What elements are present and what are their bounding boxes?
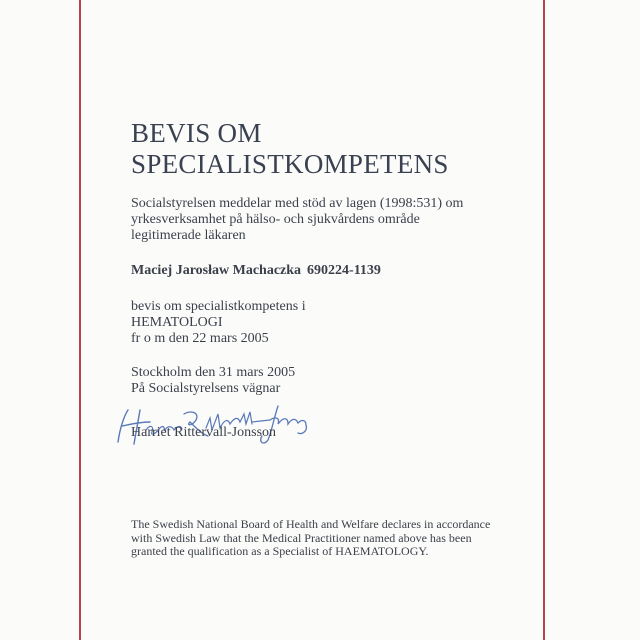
intro-line: Socialstyrelsen meddelar med stöd av lagen (1998:531) om — [131, 196, 464, 211]
intro-line: yrkesverksamhet på hälso- och sjukvårdens område — [131, 212, 420, 227]
right-border-rule — [543, 0, 545, 640]
grant-line: bevis om specialistkompetens i — [131, 299, 306, 314]
left-border-rule — [79, 0, 81, 640]
valid-from-date: fr o m den 22 mars 2005 — [131, 331, 269, 346]
place-date-line: Stockholm den 31 mars 2005 — [131, 365, 296, 380]
place-and-date — [131, 365, 295, 397]
english-translation — [131, 518, 541, 559]
certificate-title — [131, 118, 449, 180]
title-line-1: BEVIS OM — [131, 118, 262, 148]
signer-name: Harriet Rittervall-Jonsson — [131, 425, 277, 440]
holder-personal-number: 690224-1139 — [307, 263, 381, 278]
specialty-name: HEMATOLOGI — [131, 315, 223, 330]
english-line: with Swedish Law that the Medical Practitioner named above has been — [131, 530, 472, 545]
holder-name: Maciej Jarosław Machaczka — [131, 263, 302, 278]
title-line-2: SPECIALISTKOMPETENS — [131, 149, 449, 179]
intro-line: legitimerade läkaren — [131, 228, 246, 243]
holder-line — [131, 263, 381, 279]
english-line: granted the qualification as a Specialist of HAEMATOLOGY. — [131, 544, 429, 558]
english-line: The Swedish National Board of Health and Welfare declares in accordance — [131, 517, 491, 531]
grant-paragraph — [131, 299, 306, 347]
on-behalf-line: På Socialstyrelsens vägnar — [131, 381, 281, 396]
intro-paragraph — [131, 196, 531, 244]
